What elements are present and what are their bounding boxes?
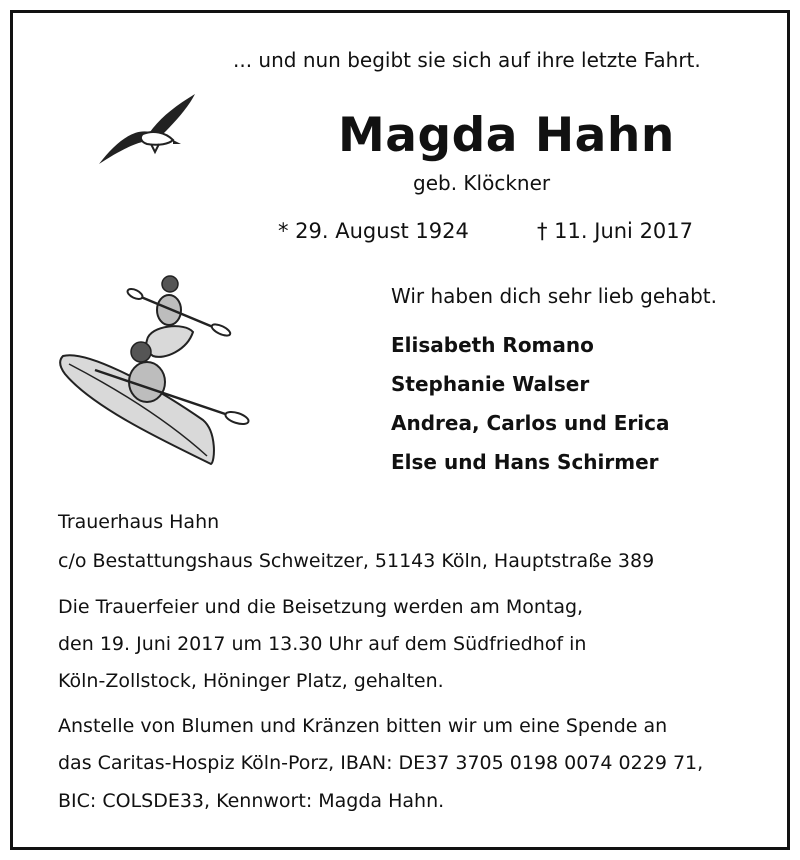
mourner-name: Stephanie Walser [391, 372, 590, 396]
donation-line: das Caritas-Hospiz Köln-Porz, IBAN: DE37 3705 0198 0074 0229 71, [58, 752, 704, 774]
farewell-text: Wir haben dich sehr lieb gehabt. [391, 284, 717, 308]
donation-line: BIC: COLSDE33, Kennwort: Magda Hahn. [58, 790, 445, 812]
mourner-name: Else und Hans Schirmer [391, 450, 659, 474]
death-date: † 11. Juni 2017 [537, 219, 694, 243]
mourner-name: Andrea, Carlos und Erica [391, 411, 670, 435]
funeral-line: den 19. Juni 2017 um 13.30 Uhr auf dem Südfriedhof in [58, 633, 587, 655]
motto: ... und nun begibt sie sich auf ihre letzte Fahrt. [233, 48, 701, 72]
deceased-name: Magda Hahn [338, 108, 675, 163]
funeral-line: Köln-Zollstock, Höninger Platz, gehalten. [58, 670, 444, 692]
address-line: Trauerhaus Hahn [58, 511, 220, 533]
donation-line: Anstelle von Blumen und Kränzen bitten wir um eine Spende an [58, 715, 668, 737]
funeral-line: Die Trauerfeier und die Beisetzung werden am Montag, [58, 596, 584, 618]
mourner-name: Elisabeth Romano [391, 333, 594, 357]
kayak-icon [55, 270, 255, 470]
address-line: c/o Bestattungshaus Schweitzer, 51143 Köln, Hauptstraße 389 [58, 550, 655, 572]
birth-date: * 29. August 1924 [278, 219, 469, 243]
maiden-name: geb. Klöckner [413, 171, 551, 195]
seagull-icon [95, 88, 200, 168]
